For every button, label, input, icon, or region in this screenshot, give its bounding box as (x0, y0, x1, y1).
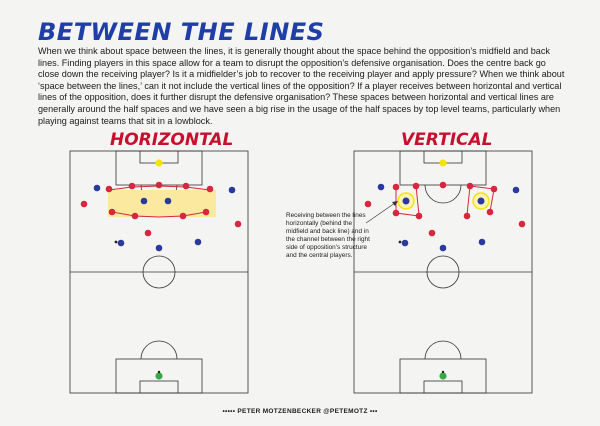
red-player (183, 183, 190, 190)
blue-player (141, 198, 148, 205)
page-title: BETWEEN THE LINES (38, 18, 325, 46)
red-team-players (365, 182, 526, 237)
highlighted-receivers (398, 193, 489, 209)
vertical-pitch-diagram (352, 149, 534, 395)
goalkeeper-bottom (155, 372, 162, 379)
red-player (81, 201, 88, 208)
ball (399, 241, 402, 244)
ball (442, 371, 444, 373)
blue-player (156, 245, 163, 252)
ball (115, 241, 118, 244)
red-player (145, 230, 152, 237)
red-player (491, 186, 498, 193)
red-player (109, 209, 116, 216)
red-player (487, 209, 494, 216)
red-player (467, 183, 474, 190)
red-player (365, 201, 372, 208)
blue-player (195, 239, 202, 246)
red-player (235, 221, 242, 228)
red-player (129, 183, 136, 190)
blue-player (118, 240, 125, 247)
red-player (464, 213, 471, 220)
red-player (180, 213, 187, 220)
blue-player (402, 240, 409, 247)
blue-player (513, 187, 520, 194)
blue-player (478, 198, 485, 205)
red-player (106, 186, 113, 193)
red-player (132, 213, 139, 220)
red-player (413, 183, 420, 190)
red-player (203, 209, 210, 216)
ball-markers (399, 241, 445, 374)
intro-paragraph: When we think about space between the lines, it is generally thought about the space behind the opposition’s midfield and back lines. Finding players in this space allow for a team to disrupt the opposition’s defensive organisation. Does the centre back go close down the receiving player? Is it a midfielder’s job to recover to the receiving player and apply pressure? When we think about ‘space between the lines,’ can it not include the vertical lines of the opposition? If a player receives between horizontal and vertical lines of the opposition, does it further disrupt the defensive organisation? These spaces between horizontal and vertical lines are generally around the half spaces and we have seen a big rise in the usage of the half spaces by top level teams, particularly when playing against teams that sit in a lowblock. (38, 46, 565, 126)
red-player (519, 221, 526, 228)
vertical-heading: VERTICAL (401, 130, 493, 150)
red-player (393, 184, 400, 191)
horizontal-heading: HORIZONTAL (110, 130, 234, 150)
ball-markers (115, 241, 161, 374)
red-player (440, 182, 447, 189)
blue-player (94, 185, 101, 192)
blue-player (440, 245, 447, 252)
red-player (416, 213, 423, 220)
pointer-arrowhead (392, 201, 398, 206)
goalkeeper-top (155, 159, 162, 166)
horizontal-pitch-diagram (68, 149, 250, 395)
red-player (156, 182, 163, 189)
red-player (429, 230, 436, 237)
annotation-text: Receiving between the lines horizontally (behind the midfield and back line) and in the channel between the right side of opposition’s structure and the central players. (286, 212, 370, 259)
blue-player (479, 239, 486, 246)
ball (158, 371, 160, 373)
blue-player (403, 198, 410, 205)
blue-player (165, 198, 172, 205)
blue-player (229, 187, 236, 194)
goalkeeper-top (439, 159, 446, 166)
blue-player (378, 184, 385, 191)
red-player (393, 210, 400, 217)
author-credit: ••••• PETER MOTZENBECKER @PETEMOTZ ••• (222, 408, 378, 415)
red-player (207, 186, 214, 193)
goalkeeper-bottom (439, 372, 446, 379)
